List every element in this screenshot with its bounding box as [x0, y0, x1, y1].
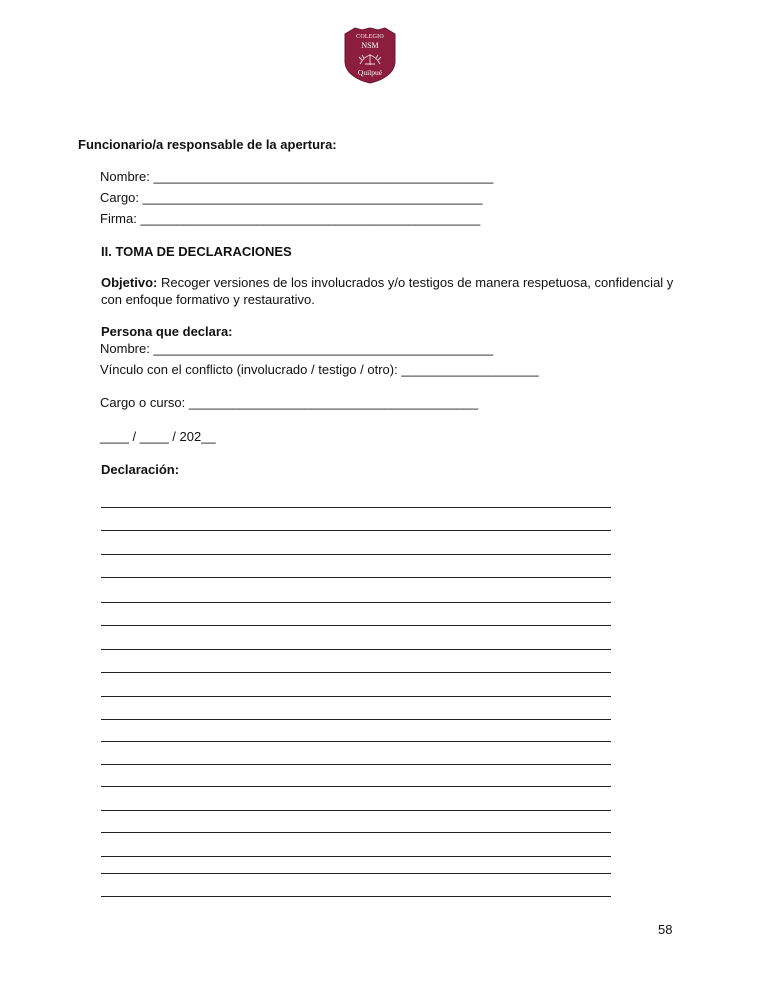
declaration-writing-line[interactable]	[101, 719, 611, 720]
opening-responsible-heading: Funcionario/a responsable de la apertura:	[78, 137, 337, 152]
objective-paragraph-line-2: con enfoque formativo y restaurativo.	[101, 292, 315, 307]
declaration-writing-line[interactable]	[101, 810, 611, 811]
objective-label: Objetivo:	[101, 275, 158, 290]
declaration-writing-line[interactable]	[101, 856, 611, 857]
declaration-writing-line[interactable]	[101, 696, 611, 697]
declaration-writing-line[interactable]	[101, 741, 611, 742]
declaration-heading: Declaración:	[101, 462, 180, 477]
declarant-link-field[interactable]: Vínculo con el conflicto (involucrado / testigo / otro): ___________________	[100, 362, 539, 377]
objective-text: Recoger versiones de los involucrados y/o testigos de manera respetuosa, confidencial y	[157, 275, 674, 290]
declarant-course-field[interactable]: Cargo o curso: ________________________________________	[100, 395, 479, 410]
opening-name-field[interactable]: Nombre: _______________________________________________	[100, 169, 494, 184]
declaration-writing-line[interactable]	[101, 786, 611, 787]
declaration-writing-line[interactable]	[101, 672, 611, 673]
declaration-writing-line[interactable]	[101, 896, 611, 897]
declarant-heading: Persona que declara:	[101, 324, 233, 339]
page-number: 58	[658, 922, 673, 937]
declarant-name-field[interactable]: Nombre: _______________________________________________	[100, 341, 494, 356]
statements-section-heading: II. TOMA DE DECLARACIONES	[101, 244, 292, 259]
declaration-writing-line[interactable]	[101, 602, 611, 603]
declaration-writing-line[interactable]	[101, 649, 611, 650]
declaration-writing-line[interactable]	[101, 554, 611, 555]
crest-shield-icon	[343, 27, 397, 84]
declaration-writing-line[interactable]	[101, 764, 611, 765]
declaration-writing-line[interactable]	[101, 507, 611, 508]
opening-role-field[interactable]: Cargo: _______________________________________________	[100, 190, 483, 205]
svg-text:Quilpué: Quilpué	[357, 68, 383, 77]
declaration-writing-line[interactable]	[101, 530, 611, 531]
declaration-date-field[interactable]: ____ / ____ / 202__	[100, 429, 216, 444]
opening-signature-field[interactable]: Firma: _______________________________________________	[100, 211, 481, 226]
declaration-writing-line[interactable]	[101, 873, 611, 874]
svg-text:NSM: NSM	[361, 41, 379, 50]
declaration-writing-line[interactable]	[101, 577, 611, 578]
svg-text:COLEGIO: COLEGIO	[356, 34, 384, 40]
objective-paragraph-line-1	[101, 275, 673, 291]
declaration-writing-line[interactable]	[101, 832, 611, 833]
school-crest-logo	[343, 27, 397, 84]
declaration-writing-line[interactable]	[101, 625, 611, 626]
